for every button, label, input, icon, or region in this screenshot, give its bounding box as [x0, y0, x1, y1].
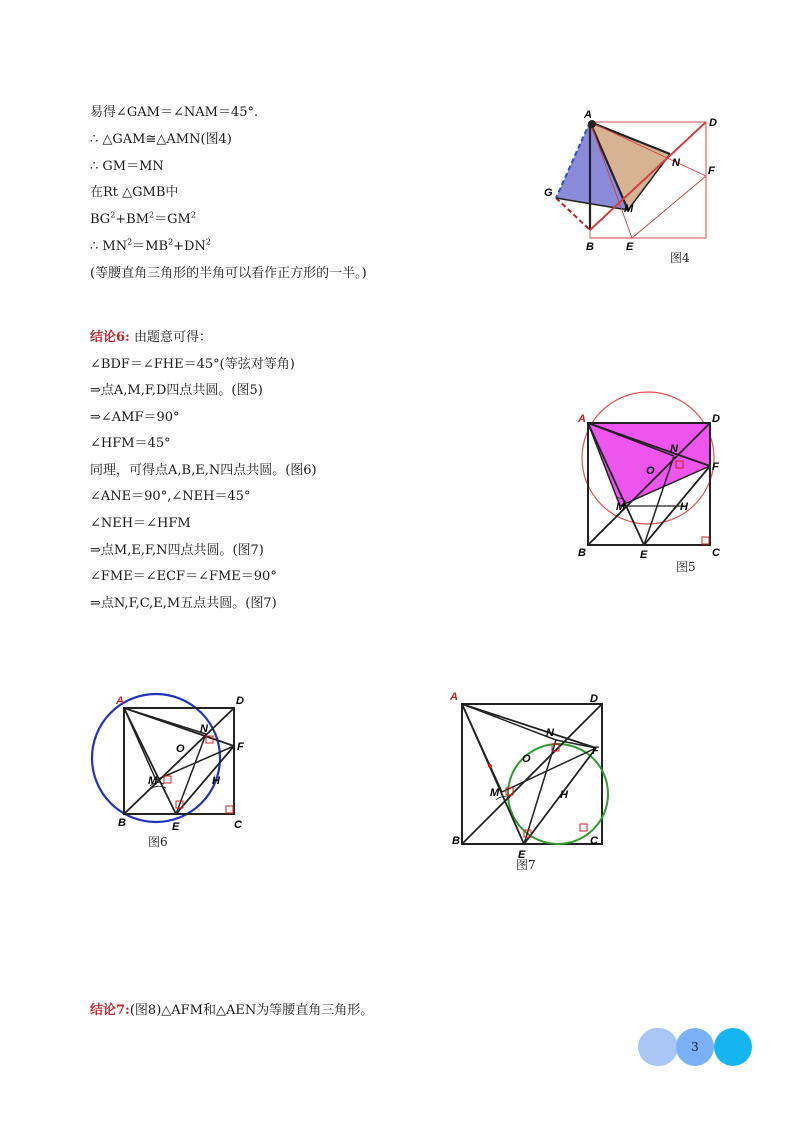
point-label-b: B: [452, 835, 460, 847]
exp: 2: [127, 237, 133, 247]
point-label-a: A: [450, 691, 458, 703]
point-label-b: B: [586, 241, 594, 253]
text-line-2: ∴ △GAM≅△AMN(图4): [90, 132, 232, 147]
point-label-b: B: [578, 547, 586, 559]
figure-4-caption: 图4: [670, 251, 690, 265]
point-label-o: O: [176, 743, 185, 755]
point-label-e: E: [640, 549, 648, 561]
point-label-m: M: [490, 787, 500, 799]
point-label-c: C: [712, 547, 720, 559]
point-label-h: H: [212, 775, 220, 787]
point-label-a: A: [578, 413, 586, 425]
proof-line-9: ∠FME＝∠ECF＝∠FME＝90°: [90, 569, 277, 584]
point-label-d: D: [712, 413, 720, 425]
point-label-e: E: [626, 241, 634, 253]
point-label-f: F: [237, 741, 244, 753]
point-label-n: N: [670, 443, 678, 455]
proof-line-5: 同理，可得点A,B,E,N四点共圆。(图6): [90, 463, 317, 478]
point-label-a: A: [584, 109, 592, 121]
point-label-g: G: [544, 187, 553, 199]
proof-line-4: ∠HFM＝45°: [90, 436, 171, 451]
term-mn: ∴ MN: [90, 239, 128, 254]
figure-6: [84, 688, 254, 838]
pager-dot-left: [638, 1028, 678, 1066]
term-bg: BG: [90, 212, 111, 227]
conclusion-6-intro: 由题意可得：: [134, 330, 213, 345]
term-dn: +DN: [173, 239, 206, 254]
text-line-4: 在Rt △GMB中: [90, 185, 179, 200]
proof-line-7: ∠NEH＝∠HFM: [90, 516, 191, 531]
point-label-m: M: [624, 203, 634, 215]
page-number-badge: [638, 1028, 752, 1066]
text-line-7: (等腰直角三角形的半角可以看作正方形的一半。): [90, 266, 367, 281]
point-label-c: C: [234, 819, 242, 831]
point-label-d: D: [590, 693, 598, 705]
text-line-5: [90, 211, 196, 229]
point-label-d: D: [709, 117, 717, 129]
term-gm: ＝GM: [154, 212, 191, 227]
term-mb: ＝MB: [132, 239, 169, 254]
text-line-3: ∴ GM＝MN: [90, 159, 164, 174]
figure-5-caption: 图5: [676, 560, 696, 574]
page-number: 3: [691, 1040, 699, 1054]
point-label-n: N: [672, 157, 680, 169]
point-label-h: H: [560, 789, 568, 801]
point-label-h: H: [680, 501, 688, 513]
point-label-a: A: [116, 695, 124, 707]
exp: 2: [110, 210, 116, 220]
proof-line-8: ⇒点M,E,F,N四点共圆。(图7): [90, 543, 264, 558]
point-label-o: O: [522, 753, 531, 765]
proof-line-6: ∠ANE＝90°,∠NEH＝45°: [90, 489, 251, 504]
point-label-m: M: [148, 775, 158, 787]
text-line-6: [90, 238, 211, 256]
conclusion-6-label: 结论6:: [90, 330, 130, 345]
proof-line-10: ⇒点N,F,C,E,M五点共圆。(图7): [90, 596, 277, 611]
conclusion-7-label: 结论7:: [90, 1003, 130, 1018]
figure-7: [446, 688, 616, 861]
conclusion-7-heading: [90, 1002, 373, 1020]
proof-line-2: ⇒点A,M,F,D四点共圆。(图5): [90, 383, 263, 398]
exp: 2: [205, 237, 211, 247]
figure-7-caption: 图7: [516, 858, 536, 872]
point-label-f: F: [712, 461, 719, 473]
conclusion-6-heading: [90, 329, 212, 347]
point-label-d: D: [236, 695, 244, 707]
point-label-b: B: [118, 817, 126, 829]
point-label-c: C: [590, 835, 598, 847]
point-label-f: F: [592, 745, 599, 757]
exp: 2: [168, 237, 174, 247]
exp: 2: [149, 210, 155, 220]
pager-dot-right: [714, 1028, 752, 1066]
figure-5: [570, 376, 730, 566]
point-label-m: M: [616, 501, 626, 513]
proof-line-3: ⇒∠AMF＝90°: [90, 410, 180, 425]
conclusion-7-text: (图8)△AFM和△AEN为等腰直角三角形。: [129, 1003, 374, 1018]
text-line-1: 易得∠GAM＝∠NAM＝45°.: [90, 105, 259, 120]
figure-4: [540, 108, 730, 258]
point-label-e: E: [172, 821, 180, 833]
point-label-f: F: [708, 165, 715, 177]
exp: 2: [190, 210, 196, 220]
point-label-e: E: [518, 849, 526, 861]
proof-line-1: ∠BDF＝∠FHE＝45°(等弦对等角): [90, 357, 295, 372]
point-label-n: N: [546, 727, 554, 739]
point-label-o: O: [646, 465, 655, 477]
point-label-n: N: [200, 723, 208, 735]
term-bm: +BM: [115, 212, 150, 227]
figure-6-caption: 图6: [148, 835, 168, 849]
